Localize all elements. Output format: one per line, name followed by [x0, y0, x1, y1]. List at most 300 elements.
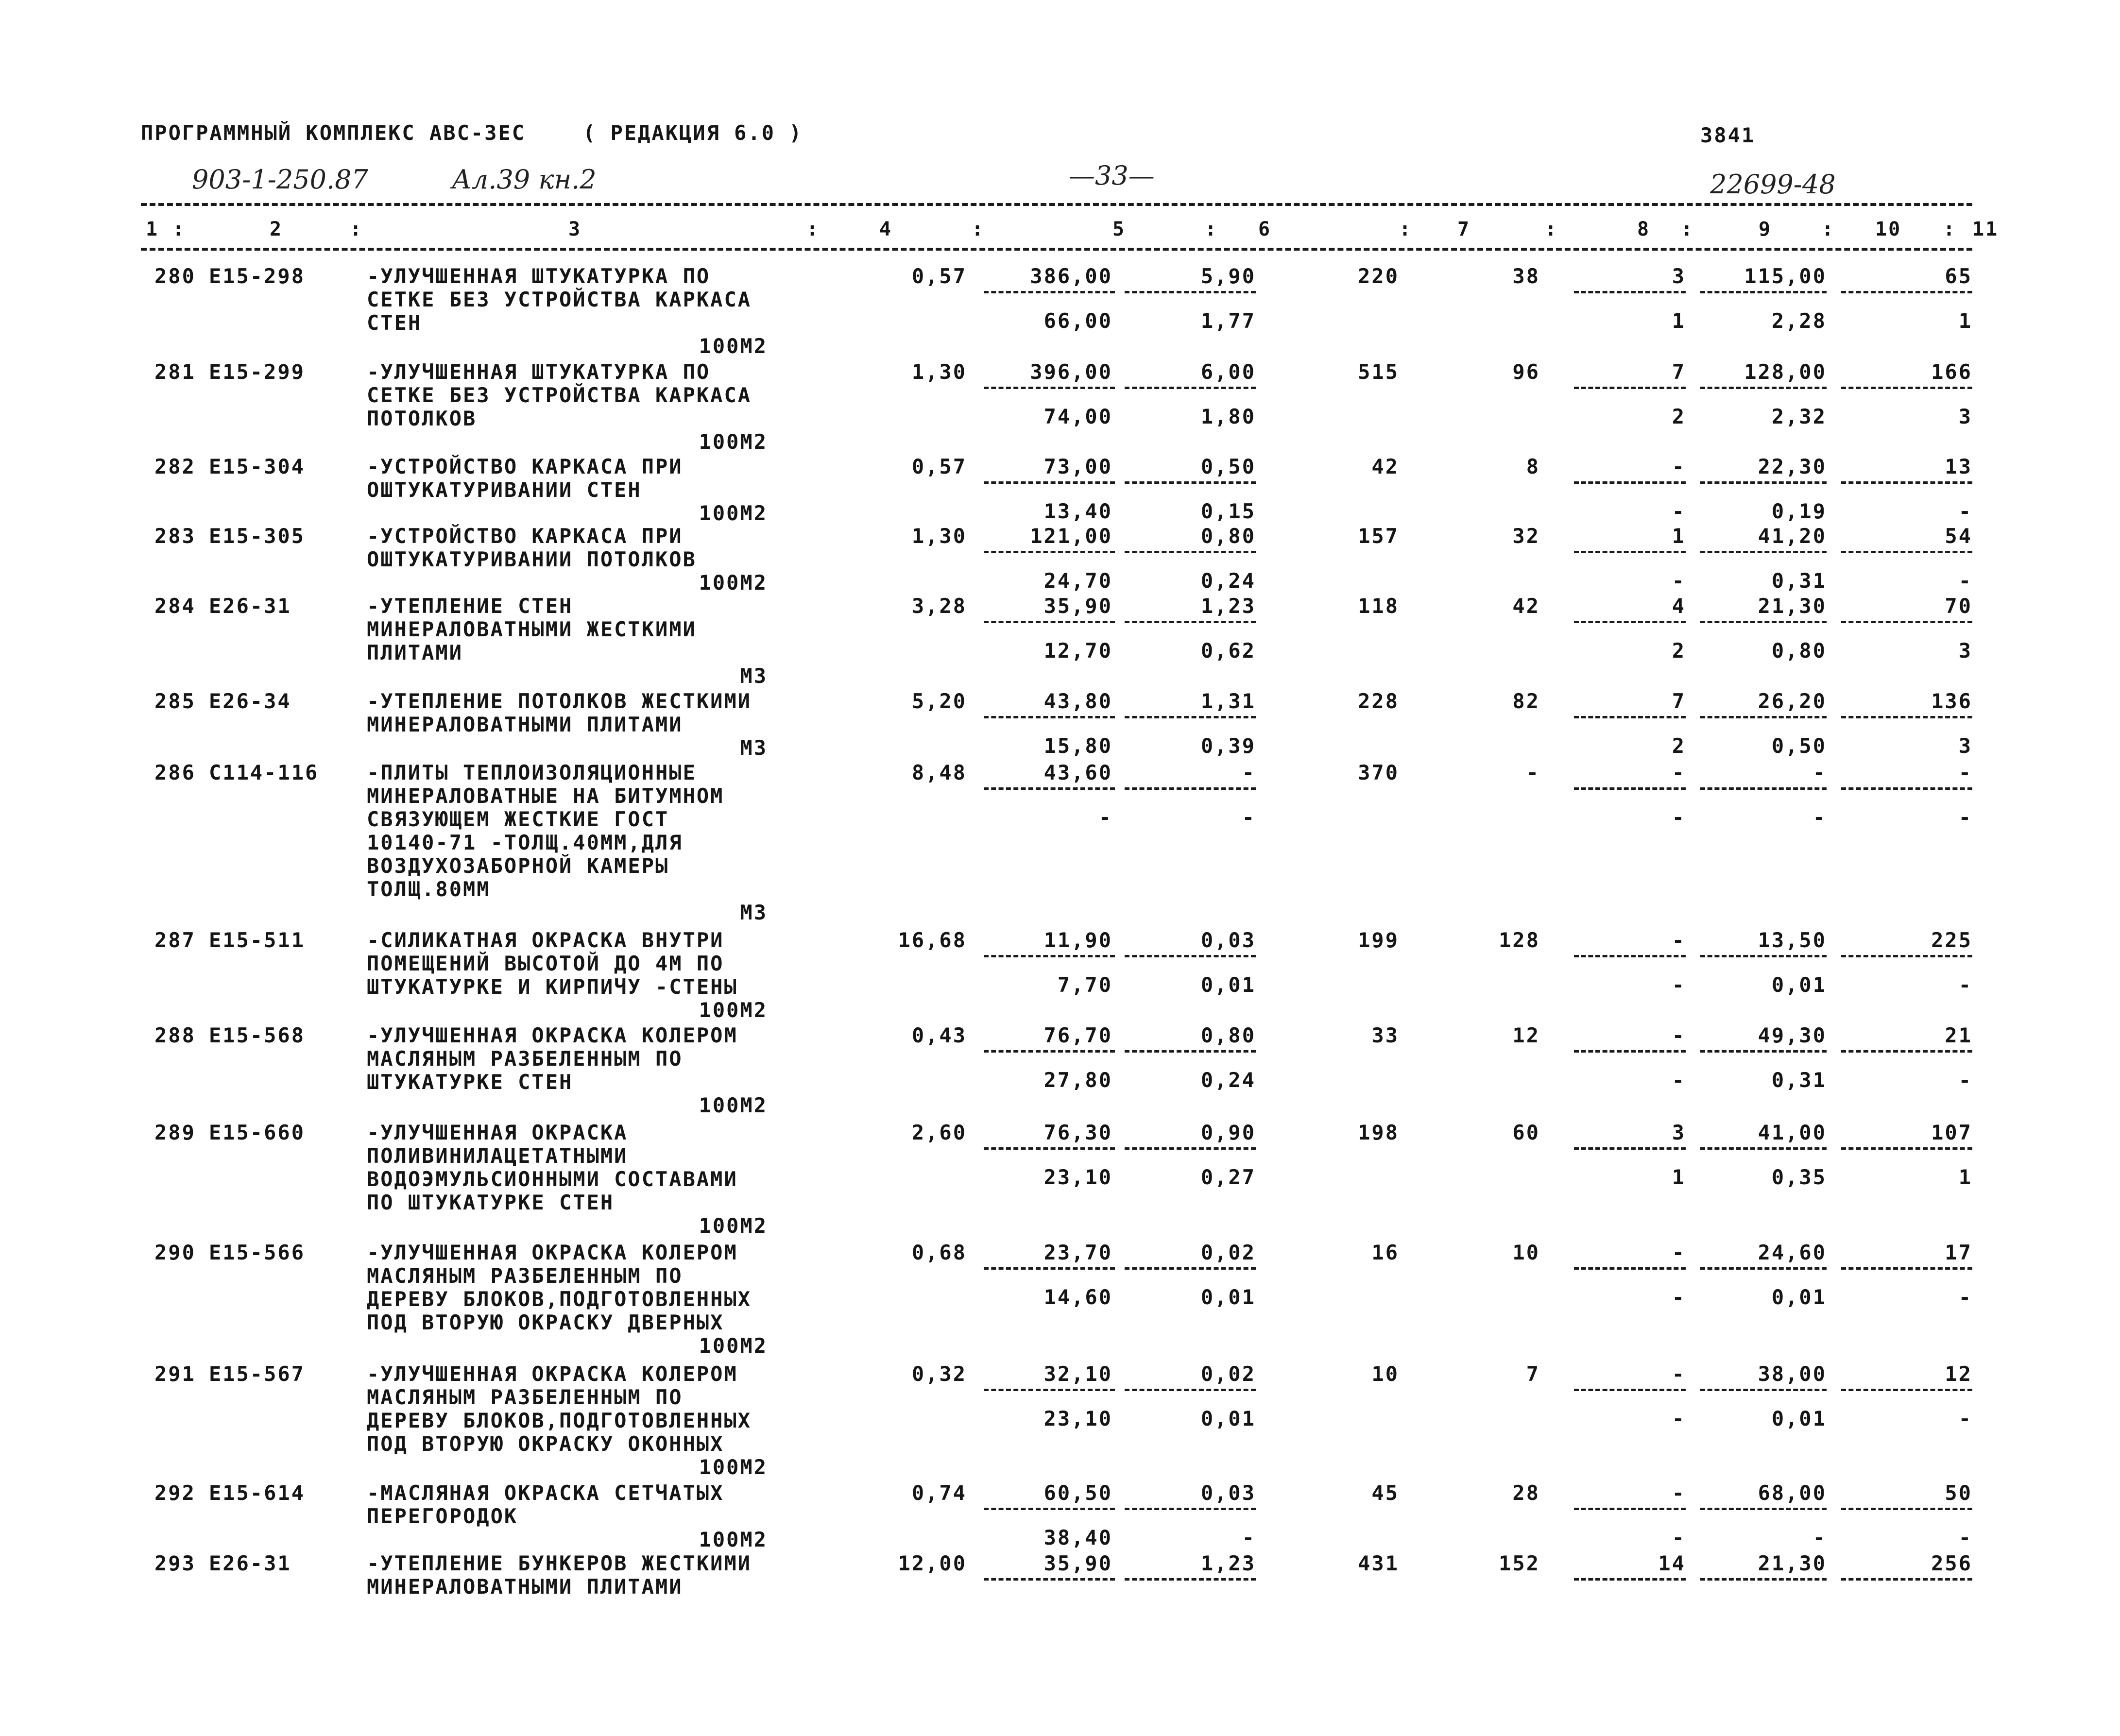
- cell-c4: 0,32: [911, 1362, 967, 1386]
- cell-c6: 0,90: [1200, 1121, 1256, 1144]
- cell-c6b: 0,62: [1200, 639, 1256, 663]
- cell-c9: 3: [1672, 1121, 1686, 1144]
- cell-c5: 60,50: [1043, 1481, 1112, 1505]
- cell-c5b: 66,00: [1043, 309, 1112, 333]
- row-number: 291: [154, 1362, 196, 1386]
- row-number: 285: [154, 689, 196, 713]
- description-line: ВОЗДУХОЗАБОРНОЙ КАМЕРЫ: [367, 854, 669, 878]
- description-line: -ПЛИТЫ ТЕПЛОИЗОЛЯЦИОННЫЕ: [367, 761, 697, 784]
- cell-c7: 33: [1371, 1023, 1399, 1047]
- value-separator: [1125, 716, 1256, 718]
- cell-c6: 6,00: [1200, 360, 1256, 384]
- cell-c5: 76,70: [1043, 1023, 1112, 1047]
- description-line: ДЕРЕВУ БЛОКОВ,ПОДГОТОВЛЕННЫХ: [367, 1287, 752, 1311]
- value-separator: [1125, 291, 1256, 293]
- cell-c8: 42: [1512, 594, 1540, 618]
- cell-c11b: -: [1958, 1526, 1972, 1549]
- value-separator: [1574, 291, 1686, 293]
- resource-code: Е15-568: [209, 1023, 306, 1047]
- cell-c5b: 23,10: [1043, 1165, 1112, 1189]
- description-line: -УТЕПЛЕНИЕ БУНКЕРОВ ЖЕСТКИМИ: [367, 1551, 752, 1575]
- cell-c5: 386,00: [1030, 264, 1112, 288]
- unit-of-measure: М3: [740, 901, 768, 924]
- row-number: 280: [154, 264, 196, 288]
- top-rule: [141, 203, 1972, 206]
- cell-c6b: 0,24: [1200, 1068, 1256, 1092]
- cell-c9b: -: [1672, 1526, 1686, 1549]
- value-separator: [1841, 387, 1972, 389]
- cell-c7: 45: [1371, 1481, 1399, 1505]
- cell-c7: 370: [1358, 761, 1399, 784]
- row-number: 288: [154, 1023, 196, 1047]
- cell-c4: 16,68: [898, 928, 967, 952]
- value-separator: [1125, 1578, 1256, 1581]
- column-header-1: 1: [146, 218, 159, 240]
- value-separator: [1574, 716, 1686, 718]
- header-bottom-rule: [141, 248, 1972, 251]
- cell-c10: 68,00: [1758, 1481, 1827, 1505]
- cell-c9: -: [1672, 1023, 1686, 1047]
- cell-c8: 152: [1499, 1551, 1540, 1575]
- value-separator: [1841, 787, 1972, 790]
- description-line: -УЛУЧШЕННАЯ ШТУКАТУРКА ПО: [367, 360, 711, 384]
- cell-c6: 0,80: [1200, 1023, 1256, 1047]
- cell-c11b: -: [1958, 499, 1972, 523]
- cell-c11b: 3: [1958, 639, 1972, 663]
- value-separator: [1574, 1508, 1686, 1510]
- value-separator: [1574, 481, 1686, 484]
- cell-c5: 32,10: [1043, 1362, 1112, 1386]
- value-separator: [1574, 387, 1686, 389]
- cell-c6b: 1,77: [1200, 309, 1256, 333]
- cell-c10: 128,00: [1744, 360, 1827, 384]
- value-separator: [1700, 387, 1827, 389]
- row-number: 289: [154, 1121, 196, 1144]
- cell-c11b: -: [1958, 973, 1972, 997]
- cell-c5: 43,80: [1043, 689, 1112, 713]
- cell-c7: 10: [1371, 1362, 1399, 1386]
- cell-c6: 1,31: [1200, 689, 1256, 713]
- unit-of-measure: 100М2: [699, 998, 768, 1022]
- cell-c4: 1,30: [911, 524, 967, 548]
- cell-c11b: -: [1958, 1285, 1972, 1309]
- cell-c8: 128: [1499, 928, 1540, 952]
- cell-c6b: 0,39: [1200, 734, 1256, 758]
- row-number: 287: [154, 928, 196, 952]
- value-separator: [1841, 291, 1972, 293]
- value-separator: [984, 551, 1115, 553]
- edition-label: ( РЕДАКЦИЯ 6.0 ): [583, 121, 803, 145]
- cell-c9b: -: [1672, 1068, 1686, 1092]
- resource-code: Е26-34: [209, 689, 291, 713]
- value-separator: [1700, 1147, 1827, 1150]
- cell-c5b: 27,80: [1043, 1068, 1112, 1092]
- cell-c9: -: [1672, 1241, 1686, 1264]
- value-separator: [1841, 1147, 1972, 1150]
- cell-c10b: 0,35: [1771, 1165, 1827, 1189]
- doc-code-handwritten: 22699-48: [1710, 169, 1836, 200]
- unit-of-measure: М3: [740, 664, 768, 688]
- cell-c10b: 2,28: [1771, 309, 1827, 333]
- description-line: МИНЕРАЛОВАТНЫМИ ЖЕСТКИМИ: [367, 617, 697, 641]
- cell-c10b: -: [1812, 1526, 1827, 1549]
- cell-c11: 256: [1931, 1551, 1972, 1575]
- cell-c5b: 14,60: [1043, 1285, 1112, 1309]
- cell-c4: 0,57: [911, 264, 967, 288]
- value-separator: [1574, 1578, 1686, 1581]
- cell-c10: 13,50: [1758, 928, 1827, 952]
- cell-c5b: 12,70: [1043, 639, 1112, 663]
- cell-c9: 3: [1672, 264, 1686, 288]
- description-line: ПО ШТУКАТУРКЕ СТЕН: [367, 1191, 615, 1214]
- cell-c5b: 74,00: [1043, 405, 1112, 428]
- description-line: МИНЕРАЛОВАТНЫМИ ПЛИТАМИ: [367, 1575, 683, 1599]
- description-line: МИНЕРАЛОВАТНЫЕ НА БИТУМНОМ: [367, 784, 724, 808]
- cell-c6b: 1,80: [1200, 405, 1256, 428]
- value-separator: [1841, 1050, 1972, 1053]
- cell-c11b: -: [1958, 1407, 1972, 1430]
- cell-c6b: 0,01: [1200, 1407, 1256, 1430]
- cell-c4: 1,30: [911, 360, 967, 384]
- cell-c5: 76,30: [1043, 1121, 1112, 1144]
- cell-c9b: -: [1672, 973, 1686, 997]
- unit-of-measure: 100М2: [699, 571, 768, 595]
- unit-of-measure: 100М2: [699, 1528, 768, 1551]
- cell-c8: 12: [1512, 1023, 1540, 1047]
- cell-c6: 0,80: [1200, 524, 1256, 548]
- cell-c9b: 2: [1672, 405, 1686, 428]
- value-separator: [984, 1578, 1115, 1581]
- column-header-4: 4: [879, 218, 893, 240]
- value-separator: [1125, 387, 1256, 389]
- value-separator: [1125, 1508, 1256, 1510]
- value-separator: [1700, 551, 1827, 553]
- cell-c10b: 0,01: [1771, 973, 1827, 997]
- cell-c11b: 3: [1958, 734, 1972, 758]
- cell-c9: -: [1672, 928, 1686, 952]
- value-separator: [1841, 955, 1972, 957]
- cell-c8: 96: [1512, 360, 1540, 384]
- description-line: ОШТУКАТУРИВАНИИ ПОТОЛКОВ: [367, 547, 697, 571]
- value-separator: [984, 621, 1115, 623]
- cell-c11b: -: [1958, 569, 1972, 593]
- cell-c9: 1: [1672, 524, 1686, 548]
- cell-c7: 16: [1371, 1241, 1399, 1264]
- cell-c4: 2,60: [911, 1121, 967, 1144]
- cell-c11: 12: [1945, 1362, 1972, 1386]
- description-line: СЕТКЕ БЕЗ УСТРОЙСТВА КАРКАСА: [367, 288, 752, 311]
- column-header-5: 5: [1112, 218, 1126, 240]
- value-separator: [1574, 1267, 1686, 1270]
- column-header-8: 8: [1637, 218, 1651, 240]
- cell-c10: 49,30: [1758, 1023, 1827, 1047]
- column-header-10: 10: [1875, 218, 1902, 240]
- cell-c5b: 15,80: [1043, 734, 1112, 758]
- value-separator: [1841, 621, 1972, 623]
- cell-c4: 12,00: [898, 1551, 967, 1575]
- description-line: ДЕРЕВУ БЛОКОВ,ПОДГОТОВЛЕННЫХ: [367, 1409, 752, 1432]
- cell-c5: 121,00: [1030, 524, 1112, 548]
- description-line: -УЛУЧШЕННАЯ ОКРАСКА КОЛЕРОМ: [367, 1241, 738, 1264]
- cell-c5: 35,90: [1043, 1551, 1112, 1575]
- cell-c9: 4: [1672, 594, 1686, 618]
- cell-c9b: 2: [1672, 639, 1686, 663]
- column-separator: :: [1545, 218, 1558, 240]
- cell-c4: 0,57: [911, 455, 967, 478]
- cell-c9b: 1: [1672, 309, 1686, 333]
- cell-c5b: -: [1098, 805, 1112, 829]
- cell-c10: 21,30: [1758, 1551, 1827, 1575]
- cell-c9: 14: [1658, 1551, 1686, 1575]
- cell-c7: 42: [1371, 455, 1399, 478]
- resource-code: Е15-305: [209, 524, 306, 548]
- cell-c10: 21,30: [1758, 594, 1827, 618]
- cell-c11: 225: [1931, 928, 1972, 952]
- resource-code: Е26-31: [209, 1551, 291, 1575]
- value-separator: [1700, 1050, 1827, 1053]
- cell-c10b: 0,31: [1771, 1068, 1827, 1092]
- description-line: МАСЛЯНЫМ РАЗБЕЛЕННЫМ ПО: [367, 1385, 683, 1409]
- column-separator: :: [1681, 218, 1694, 240]
- value-separator: [1700, 1389, 1827, 1391]
- cell-c8: -: [1526, 761, 1540, 784]
- resource-code: С114-116: [209, 761, 319, 784]
- row-number: 292: [154, 1481, 196, 1505]
- cell-c6: 0,02: [1200, 1241, 1256, 1264]
- description-line: ТОЛЩ.80ММ: [367, 877, 491, 901]
- value-separator: [1700, 481, 1827, 484]
- cell-c6b: 0,27: [1200, 1165, 1256, 1189]
- cell-c11: 107: [1931, 1121, 1972, 1144]
- value-separator: [984, 387, 1115, 389]
- column-separator: :: [1399, 218, 1413, 240]
- description-line: ШТУКАТУРКЕ И КИРПИЧУ -СТЕНЫ: [367, 975, 738, 999]
- cell-c7: 515: [1358, 360, 1399, 384]
- cell-c5: 73,00: [1043, 455, 1112, 478]
- description-line: ОШТУКАТУРИВАНИИ СТЕН: [367, 478, 642, 502]
- description-line: ПЕРЕГОРОДОК: [367, 1504, 518, 1528]
- cell-c4: 0,74: [911, 1481, 967, 1505]
- row-number: 286: [154, 761, 196, 784]
- cell-c9b: 1: [1672, 1165, 1686, 1189]
- cell-c8: 10: [1512, 1241, 1540, 1264]
- description-line: 10140-71 -ТОЛЩ.40ММ,ДЛЯ: [367, 831, 683, 854]
- resource-code: Е15-304: [209, 455, 306, 478]
- value-separator: [1700, 1508, 1827, 1510]
- cell-c6: 0,03: [1200, 1481, 1256, 1505]
- column-header-2: 2: [270, 218, 283, 240]
- cell-c5: 23,70: [1043, 1241, 1112, 1264]
- program-name: ПРОГРАММНЫЙ КОМПЛЕКС АВС-3ЕС: [141, 121, 526, 145]
- value-separator: [1125, 787, 1256, 790]
- cell-c8: 38: [1512, 264, 1540, 288]
- unit-of-measure: 100М2: [699, 501, 768, 525]
- column-header-6: 6: [1258, 218, 1272, 240]
- cell-c6b: 0,01: [1200, 973, 1256, 997]
- cell-c11: 17: [1945, 1241, 1972, 1264]
- cell-c8: 82: [1512, 689, 1540, 713]
- description-line: -МАСЛЯНАЯ ОКРАСКА СЕТЧАТЫХ: [367, 1481, 724, 1505]
- value-separator: [984, 1050, 1115, 1053]
- cell-c10: 26,20: [1758, 689, 1827, 713]
- cell-c10b: -: [1812, 805, 1827, 829]
- value-separator: [984, 787, 1115, 790]
- cell-c4: 0,68: [911, 1241, 967, 1264]
- cell-c11: 13: [1945, 455, 1972, 478]
- value-separator: [1574, 621, 1686, 623]
- description-line: -УЛУЧШЕННАЯ ОКРАСКА: [367, 1121, 628, 1144]
- cell-c11: 65: [1945, 264, 1972, 288]
- value-separator: [1125, 621, 1256, 623]
- description-line: -СИЛИКАТНАЯ ОКРАСКА ВНУТРИ: [367, 928, 724, 952]
- cell-c7: 199: [1358, 928, 1399, 952]
- cell-c7: 228: [1358, 689, 1399, 713]
- row-number: 284: [154, 594, 196, 618]
- description-line: -УТЕПЛЕНИЕ СТЕН: [367, 594, 573, 618]
- cell-c7: 220: [1358, 264, 1399, 288]
- unit-of-measure: 100М2: [699, 1093, 768, 1117]
- resource-code: Е15-511: [209, 928, 306, 952]
- cell-c11: 166: [1931, 360, 1972, 384]
- cell-c6b: -: [1242, 805, 1256, 829]
- resource-code: Е15-614: [209, 1481, 306, 1505]
- row-number: 290: [154, 1241, 196, 1264]
- cell-c10b: 0,19: [1771, 499, 1827, 523]
- unit-of-measure: 100М2: [699, 1455, 768, 1479]
- cell-c8: 60: [1512, 1121, 1540, 1144]
- description-line: -УЛУЧШЕННАЯ ОКРАСКА КОЛЕРОМ: [367, 1362, 738, 1386]
- value-separator: [984, 1267, 1115, 1270]
- cell-c10: -: [1812, 761, 1827, 784]
- cell-c6: 5,90: [1200, 264, 1256, 288]
- column-separator: :: [972, 218, 985, 240]
- value-separator: [1700, 291, 1827, 293]
- cell-c10b: 0,01: [1771, 1285, 1827, 1309]
- value-separator: [1125, 481, 1256, 484]
- unit-of-measure: М3: [740, 736, 768, 760]
- cell-c10: 41,00: [1758, 1121, 1827, 1144]
- column-header-11: 11: [1972, 218, 1999, 240]
- value-separator: [1574, 1147, 1686, 1150]
- value-separator: [984, 1147, 1115, 1150]
- resource-code: Е15-567: [209, 1362, 306, 1386]
- cell-c10: 41,20: [1758, 524, 1827, 548]
- description-line: ПОД ВТОРУЮ ОКРАСКУ ДВЕРНЫХ: [367, 1311, 724, 1334]
- cell-c4: 0,43: [911, 1023, 967, 1047]
- cell-c4: 5,20: [911, 689, 967, 713]
- cell-c11b: 3: [1958, 405, 1972, 428]
- cell-c10b: 0,31: [1771, 569, 1827, 593]
- value-separator: [984, 716, 1115, 718]
- value-separator: [1841, 1267, 1972, 1270]
- cell-c7: 118: [1358, 594, 1399, 618]
- cell-c11b: -: [1958, 805, 1972, 829]
- cell-c11: 50: [1945, 1481, 1972, 1505]
- description-line: ПОЛИВИНИЛАЦЕТАТНЫМИ: [367, 1144, 628, 1168]
- cell-c10b: 2,32: [1771, 405, 1827, 428]
- cell-c6: 0,02: [1200, 1362, 1256, 1386]
- cell-c10: 22,30: [1758, 455, 1827, 478]
- value-separator: [984, 1508, 1115, 1510]
- value-separator: [1125, 551, 1256, 553]
- column-header-3: 3: [568, 218, 582, 240]
- cell-c11: 70: [1945, 594, 1972, 618]
- row-number: 293: [154, 1551, 196, 1575]
- cell-c11b: -: [1958, 1068, 1972, 1092]
- cell-c10: 24,60: [1758, 1241, 1827, 1264]
- description-line: МАСЛЯНЫМ РАЗБЕЛЕННЫМ ПО: [367, 1264, 683, 1288]
- value-separator: [984, 481, 1115, 484]
- resource-code: Е15-298: [209, 264, 306, 288]
- description-line: ПЛИТАМИ: [367, 641, 463, 664]
- page-number-handwritten: —33—: [1069, 160, 1155, 191]
- description-line: СЕТКЕ БЕЗ УСТРОЙСТВА КАРКАСА: [367, 383, 752, 407]
- value-separator: [1574, 1389, 1686, 1391]
- cell-c9: -: [1672, 1481, 1686, 1505]
- resource-code: Е15-660: [209, 1121, 306, 1144]
- cell-c5b: 23,10: [1043, 1407, 1112, 1430]
- cell-c9b: -: [1672, 499, 1686, 523]
- value-separator: [1574, 787, 1686, 790]
- cell-c11b: 1: [1958, 1165, 1972, 1189]
- cell-c9b: 2: [1672, 734, 1686, 758]
- cell-c8: 7: [1526, 1362, 1540, 1386]
- cell-c8: 8: [1526, 455, 1540, 478]
- cell-c7: 431: [1358, 1551, 1399, 1575]
- cell-c6b: 0,24: [1200, 569, 1256, 593]
- cell-c4: 3,28: [911, 594, 967, 618]
- description-line: ВОДОЭМУЛЬСИОННЫМИ СОСТАВАМИ: [367, 1167, 738, 1191]
- cell-c6: 0,50: [1200, 455, 1256, 478]
- value-separator: [1125, 1267, 1256, 1270]
- description-line: МИНЕРАЛОВАТНЫМИ ПЛИТАМИ: [367, 713, 683, 736]
- description-line: СТЕН: [367, 311, 422, 335]
- unit-of-measure: 100М2: [699, 1334, 768, 1358]
- column-separator: :: [806, 218, 820, 240]
- resource-code: Е26-31: [209, 594, 291, 618]
- value-separator: [1574, 1050, 1686, 1053]
- value-separator: [1700, 1578, 1827, 1581]
- cell-c5: 35,90: [1043, 594, 1112, 618]
- cell-c6: 1,23: [1200, 1551, 1256, 1575]
- cell-c9: 7: [1672, 689, 1686, 713]
- unit-of-measure: 100М2: [699, 430, 768, 454]
- cell-c10b: 0,80: [1771, 639, 1827, 663]
- sheet-number: 3841: [1700, 123, 1756, 147]
- cell-c9: -: [1672, 1362, 1686, 1386]
- description-line: ПОТОЛКОВ: [367, 407, 477, 430]
- value-separator: [1841, 1508, 1972, 1510]
- value-separator: [1700, 1267, 1827, 1270]
- cell-c9b: -: [1672, 1407, 1686, 1430]
- cell-c9b: -: [1672, 1285, 1686, 1309]
- description-line: ПОМЕЩЕНИЙ ВЫСОТОЙ ДО 4М ПО: [367, 952, 724, 975]
- cell-c8: 32: [1512, 524, 1540, 548]
- cell-c5b: 38,40: [1043, 1526, 1112, 1549]
- cell-c8: 28: [1512, 1481, 1540, 1505]
- value-separator: [1125, 955, 1256, 957]
- album-handwritten: Ал.39 кн.2: [452, 164, 597, 195]
- unit-of-measure: 100М2: [699, 334, 768, 358]
- resource-code: Е15-299: [209, 360, 306, 384]
- value-separator: [984, 1389, 1115, 1391]
- cell-c11: -: [1958, 761, 1972, 784]
- cell-c11: 21: [1945, 1023, 1972, 1047]
- column-separator: :: [350, 218, 363, 240]
- description-line: ШТУКАТУРКЕ СТЕН: [367, 1070, 573, 1094]
- cell-c7: 198: [1358, 1121, 1399, 1144]
- cell-c9: 7: [1672, 360, 1686, 384]
